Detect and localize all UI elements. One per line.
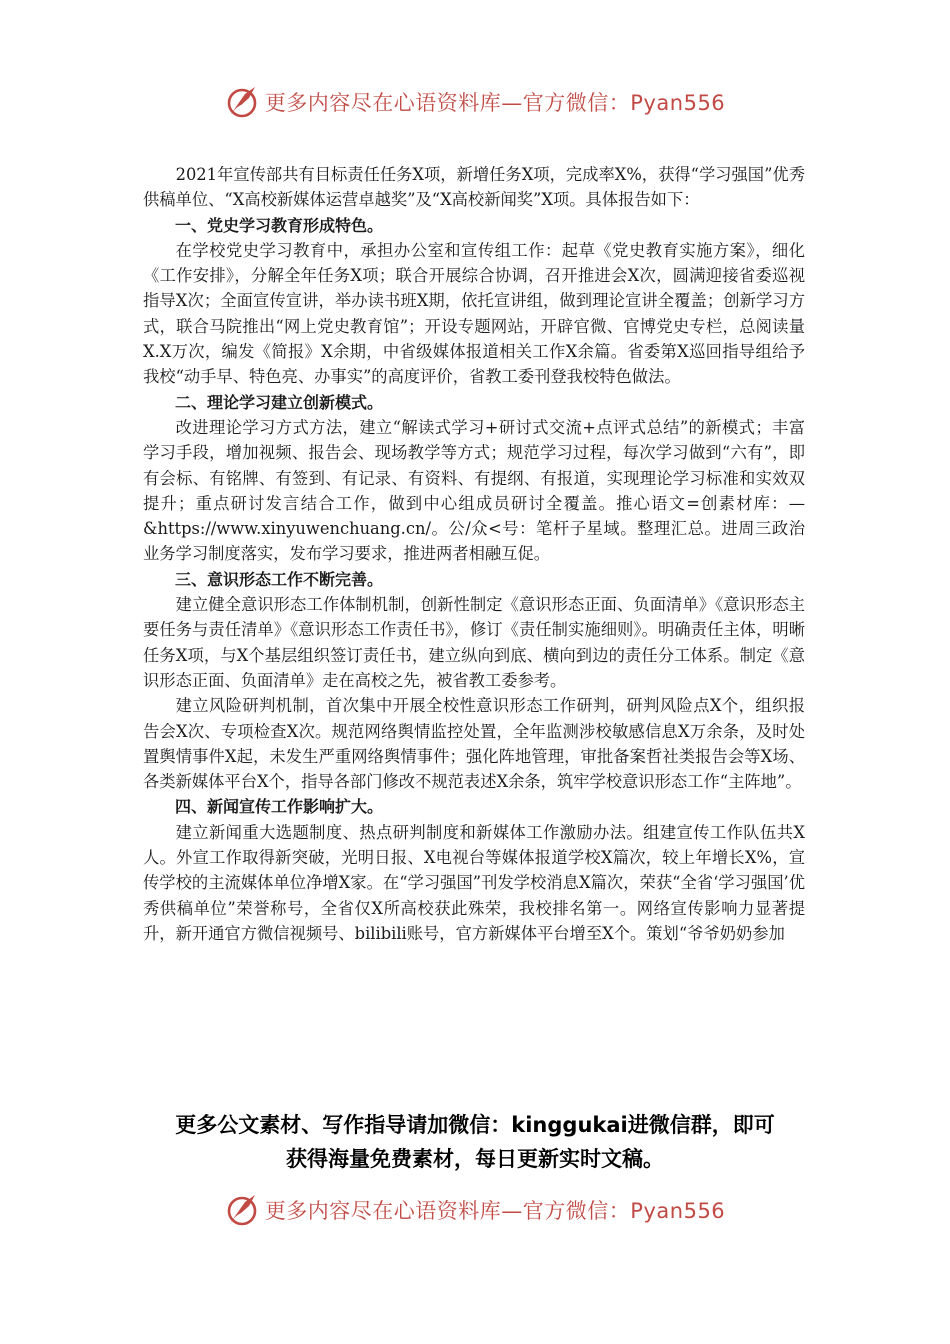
brush-logo-icon	[225, 84, 261, 120]
header-banner	[0, 82, 950, 122]
document-body	[143, 162, 805, 946]
footer-banner	[0, 1190, 950, 1230]
section-heading: 四、新闻宣传工作影响扩大。	[175, 797, 384, 817]
intro-paragraph: 2021年宣传部共有目标责任任务X项，新增任务X项，完成率X%，获得“学习强国”优秀供稿单位、“X高校新媒体运营卓越奖”及“X高校新闻奖”X项。具体报告如下：	[143, 165, 805, 210]
body-paragraph: 改进理论学习方式方法，建立“解读式学习+研讨式交流+点评式总结”的新模式；丰富学习手段，增加视频、报告会、现场教学等方式；规范学习过程，每次学习做到“六有”，即有会标、有铭牌、有签到、有记录、有资料、有提纲、有报道，实现理论学习标准和实效双提升；重点研讨发言结合工作，做到中心组成员研讨全覆盖。推心语文=创素材库：—&https://www.xinyuwenchuang.cn/。公/众<号：笔杆子星域。整理汇总。进周三政治业务学习制度落实，发布学习要求，推进两者相融互促。	[143, 417, 805, 564]
promo-notice	[0, 1108, 950, 1176]
body-paragraph: 建立风险研判机制，首次集中开展全校性意识形态工作研判，研判风险点X个，组织报告会X次、专项检查X次。规范网络舆情监控处置，全年监测涉校敏感信息X万余条，及时处置舆情事件X起，未发生严重网络舆情事件；强化阵地管理，审批备案哲社类报告会等X场、各类新媒体平台X个，指导各部门修改不规范表述X余条，筑牢学校意识形态工作“主阵地”。	[143, 696, 805, 792]
section-heading: 三、意识形态工作不断完善。	[175, 569, 384, 589]
banner-text: 更多内容尽在心语资料库—官方微信：Pyan556	[264, 91, 726, 115]
promo-line: 更多公文素材、写作指导请加微信：kinggukai进微信群，即可	[175, 1113, 775, 1137]
section-heading: 二、理论学习建立创新模式。	[175, 392, 384, 412]
body-paragraph: 建立新闻重大选题制度、热点研判制度和新媒体工作激励办法。组建宣传工作队伍共X人。外宣工作取得新突破，光明日报、X电视台等媒体报道学校X篇次，较上年增长X%，宣传学校的主流媒体单位净增X家。在“学习强国”刊发学校消息X篇次，荣获“全省‘学习强国’优秀供稿单位”荣誉称号，全省仅X所高校获此殊荣，我校排名第一。网络宣传影响力显著提升，新开通官方微信视频号、bilibili账号，官方新媒体平台增至X个。策划“爷爷奶奶参加	[143, 822, 805, 943]
section-heading: 一、党史学习教育形成特色。	[175, 215, 384, 235]
promo-line: 获得海量免费素材，每日更新实时文稿。	[286, 1147, 664, 1171]
body-paragraph: 在学校党史学习教育中，承担办公室和宣传组工作：起草《党史教育实施方案》，细化《工作安排》，分解全年任务X项；联合开展综合协调，召开推进会X次，圆满迎接省委巡视指导X次；全面宣传宣讲，举办读书班X期，依托宣讲组，做到理论宣讲全覆盖；创新学习方式，联合马院推出“网上党史教育馆”；开设专题网站，开辟官微、官博党史专栏，总阅读量X.X万次，编发《简报》X余期，中省级媒体报道相关工作X余篇。省委第X巡回指导组给予我校“动手早、特色亮、办事实”的高度评价，省教工委刊登我校特色做法。	[143, 240, 805, 387]
banner-text: 更多内容尽在心语资料库—官方微信：Pyan556	[264, 1199, 726, 1223]
body-paragraph: 建立健全意识形态工作体制机制，创新性制定《意识形态正面、负面清单》《意识形态主要任务与责任清单》《意识形态工作责任书》，修订《责任制实施细则》。明确责任主体，明晰任务X项，与X个基层组织签订责任书，建立纵向到底、横向到边的责任分工体系。制定《意识形态正面、负面清单》走在高校之先，被省教工委参考。	[143, 595, 805, 690]
brush-logo-icon	[225, 1192, 261, 1228]
